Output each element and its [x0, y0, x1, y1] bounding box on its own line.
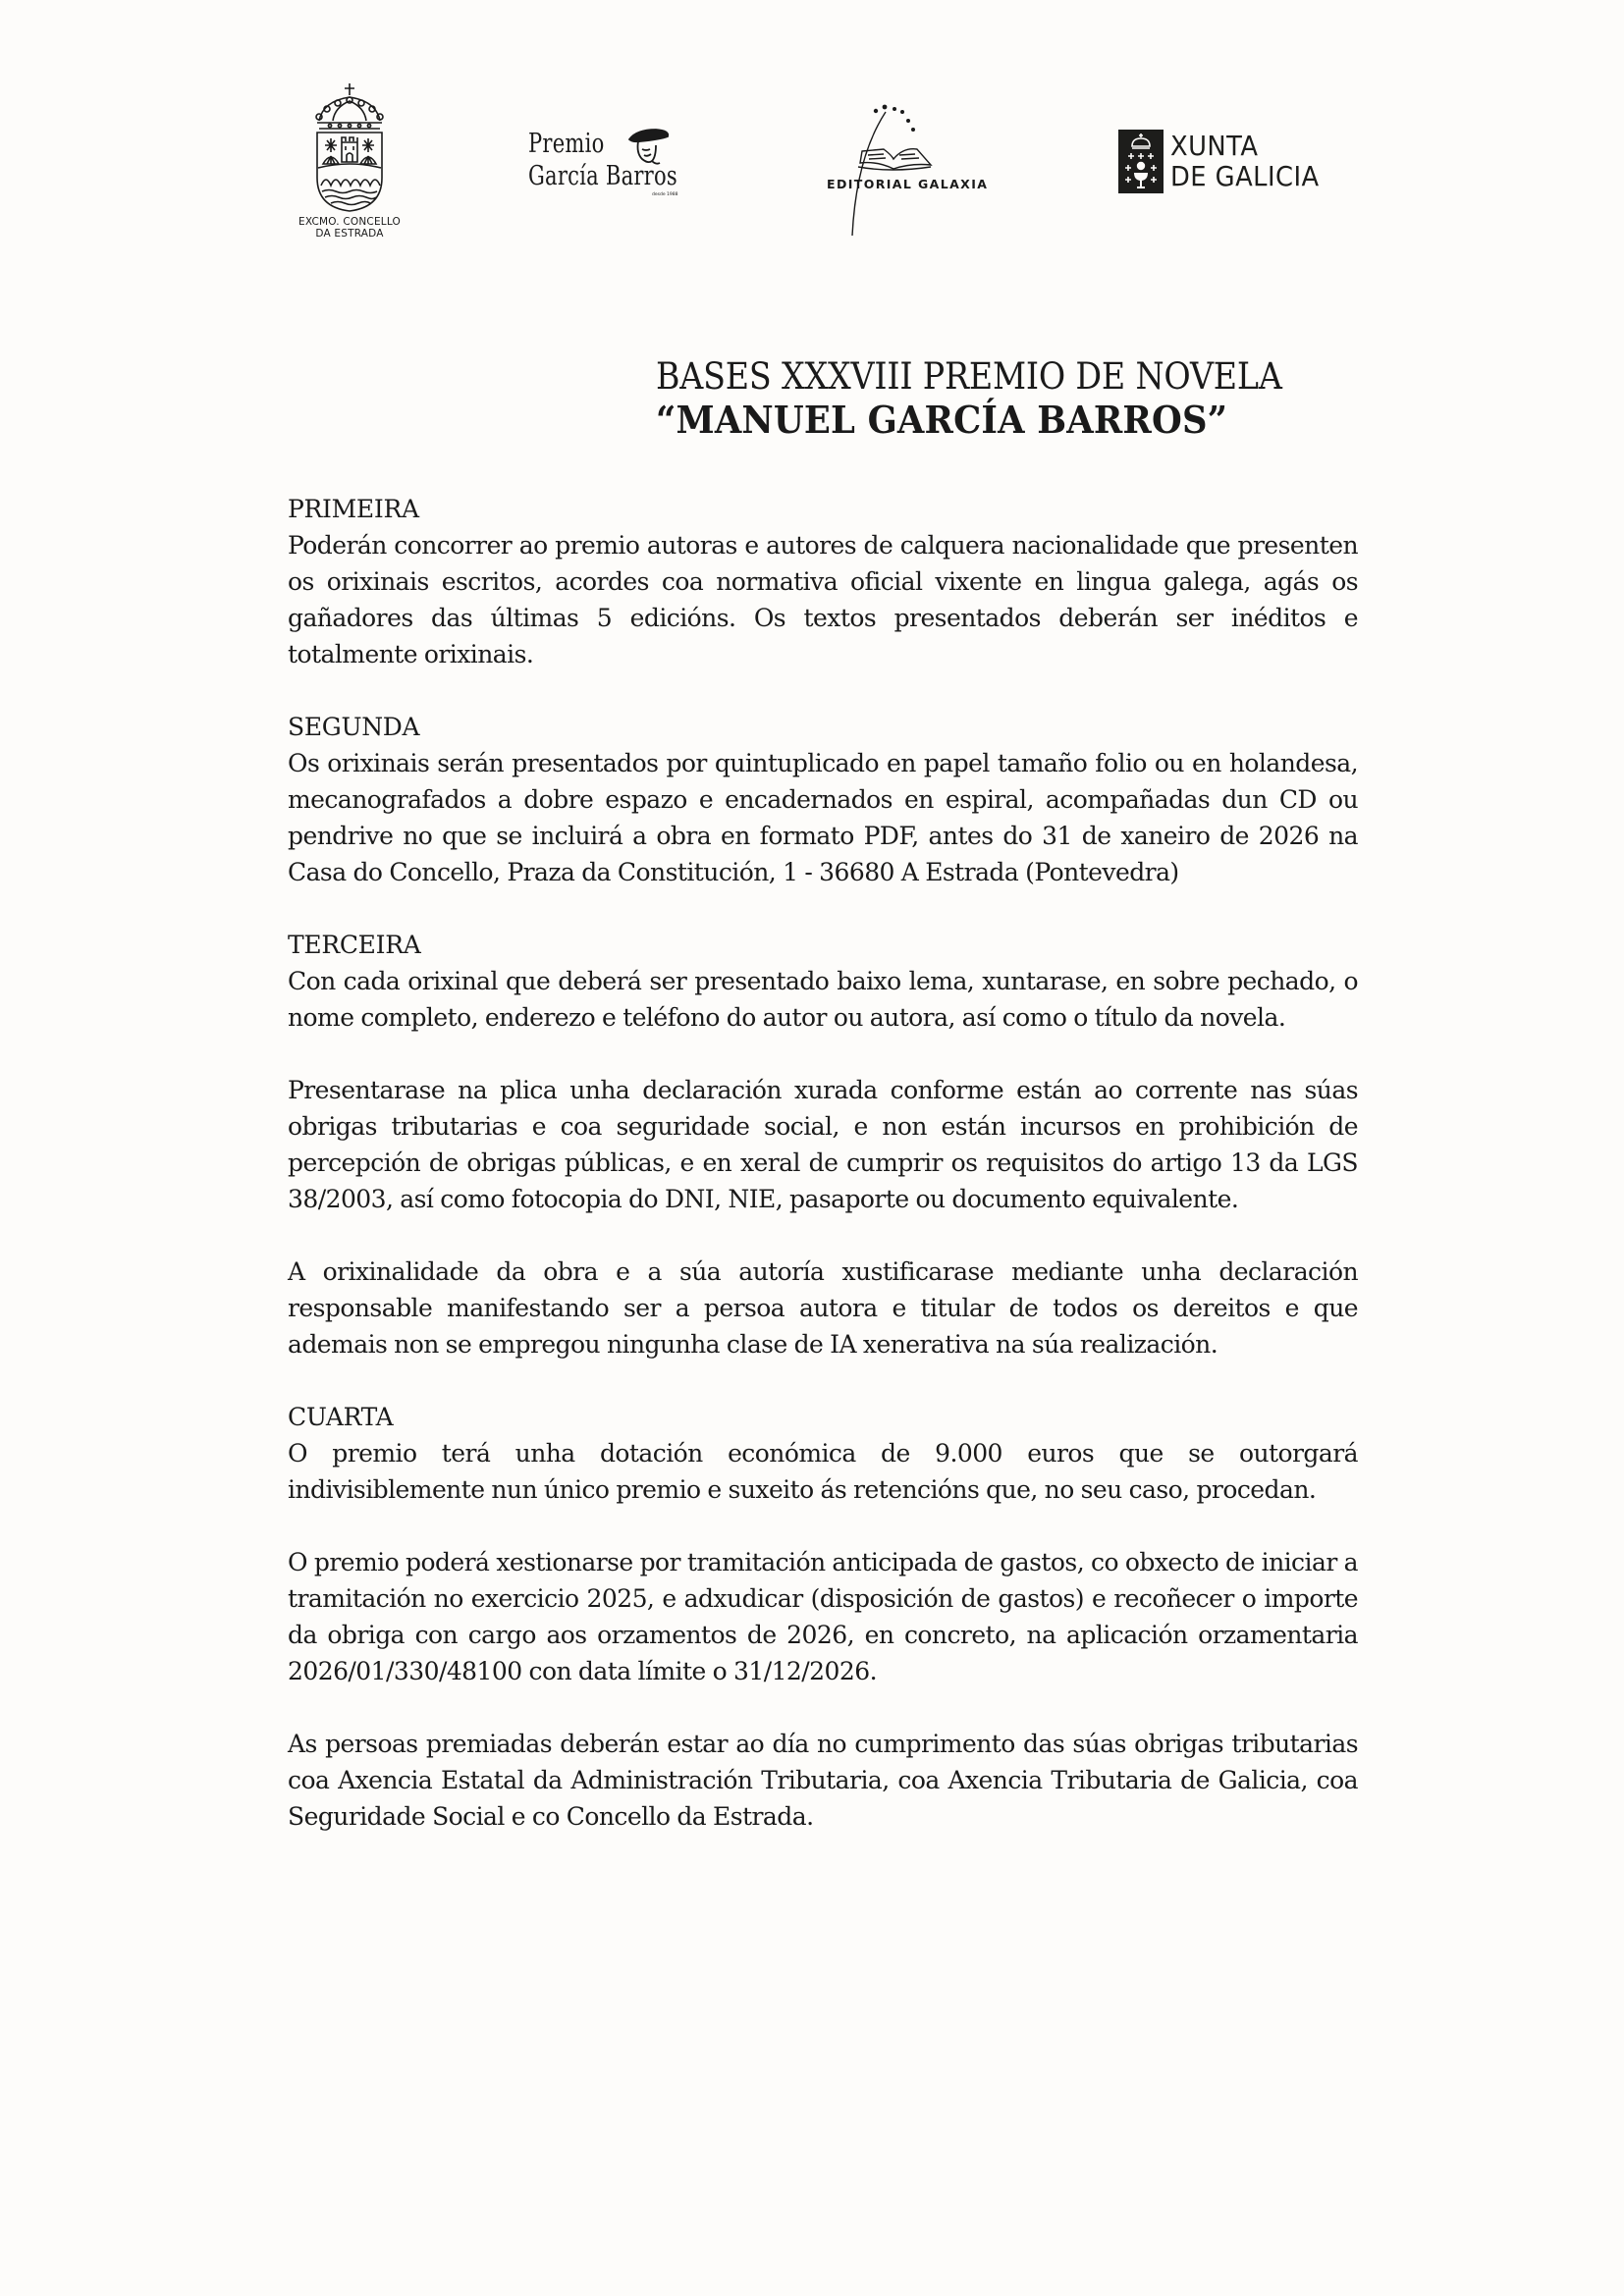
- editorial-galaxia-logo: [823, 88, 990, 245]
- premio-logo-line2: García Barros: [528, 161, 677, 191]
- title-line1: BASES XXXVIII PREMIO DE NOVELA: [656, 355, 1282, 398]
- concello-logo: [291, 81, 408, 240]
- xunta-de-galicia-logo: [1118, 130, 1374, 194]
- section-heading: PRIMEIRA: [288, 495, 419, 523]
- section-paragraph: As persoas premiadas deberán estar ao día no cumprimento das súas obrigas tributarias coa Axencia Estatal da Administración Tributaria, coa Axencia Tributaria de Galicia, coa Seguridade Social e co Concello da Estrada.: [288, 1730, 1358, 1831]
- concello-caption: [291, 216, 408, 240]
- coat-of-arms-icon: [305, 81, 394, 214]
- header-logos: [0, 79, 1624, 245]
- section-heading: SEGUNDA: [288, 713, 420, 741]
- section-segunda: [288, 709, 1358, 890]
- section-paragraph: Os orixinais serán presentados por quintuplicado en papel tamaño folio ou en holandesa, mecanografados a dobre espazo e encadernados en espiral, acompañadas dun CD ou pendrive no que se incluirá a obra en formato PDF, antes do 31 de xaneiro de 2026 na Casa do Concello, Praza da Constitución, 1 - 36680 A Estrada (Pontevedra): [288, 749, 1358, 886]
- section-heading: CUARTA: [288, 1403, 394, 1431]
- section-terceira: [288, 927, 1358, 1362]
- section-paragraph: O premio terá unha dotación económica de 9.000 euros que se outorgará indivisiblemente nun único premio e suxeito ás retencións que, no seu caso, procedan.: [288, 1439, 1358, 1504]
- galicia-shield-icon: [1118, 130, 1164, 193]
- xunta-text: [1170, 131, 1320, 191]
- open-book-with-stars-icon: [823, 88, 990, 245]
- title-line2: “MANUEL GARCÍA BARROS”: [656, 398, 1228, 442]
- premio-garcia-barros-logo: [528, 128, 695, 206]
- premio-logo-line1: Premio: [528, 129, 605, 159]
- galaxia-label: EDITORIAL GALAXIA: [827, 177, 989, 191]
- section-primeira: [288, 491, 1358, 672]
- section-paragraph: Con cada orixinal que deberá ser presentado baixo lema, xuntarase, en sobre pechado, o nome completo, enderezo e teléfono do autor ou autora, así como o título da novela.: [288, 967, 1358, 1032]
- section-paragraph: Presentarase na plica unha declaración xurada conforme están ao corrente nas súas obrigas tributarias e coa seguridade social, e non están incursos en prohibición de percepción de obrigas públicas, e en xeral de cumprir os requisitos do artigo 13 da LGS 38/2003, así como fotocopia do DNI, NIE, pasaporte ou documento equivalente.: [288, 1076, 1358, 1213]
- document-body: [288, 491, 1358, 1871]
- premio-logo-tagline: desde 1988: [652, 192, 678, 197]
- xunta-line2: DE GALICIA: [1170, 160, 1320, 192]
- section-paragraph: A orixinalidade da obra e a súa autoría xustificarase mediante unha declaración responsable manifestando ser a persoa autora e titular de todos os dereitos e que ademais non se empregou ningunha clase de IA xenerativa na súa realización.: [288, 1257, 1358, 1359]
- concello-caption-line1: EXCMO. CONCELLO: [298, 216, 401, 228]
- section-paragraph: Poderán concorrer ao premio autoras e autores de calquera nacionalidade que presenten os orixinais escritos, acordes coa normativa oficial vixente en lingua galega, agás os gañadores das últimas 5 edicións. Os textos presentados deberán ser inéditos e totalmente orixinais.: [288, 531, 1358, 668]
- section-heading: TERCEIRA: [288, 931, 421, 959]
- portrait-with-cap-icon: [626, 128, 672, 167]
- document-title: [656, 355, 1352, 442]
- xunta-line1: XUNTA: [1170, 130, 1259, 162]
- section-paragraph: O premio poderá xestionarse por tramitación anticipada de gastos, co obxecto de iniciar a tramitación no exercicio 2025, e adxudicar (disposición de gastos) e recoñecer o importe da obriga con cargo aos orzamentos de 2026, en concreto, na aplicación orzamentaria 2026/01/330/48100 con data límite o 31/12/2026.: [288, 1548, 1358, 1685]
- concello-caption-line2: DA ESTRADA: [315, 228, 384, 240]
- section-cuarta: [288, 1399, 1358, 1835]
